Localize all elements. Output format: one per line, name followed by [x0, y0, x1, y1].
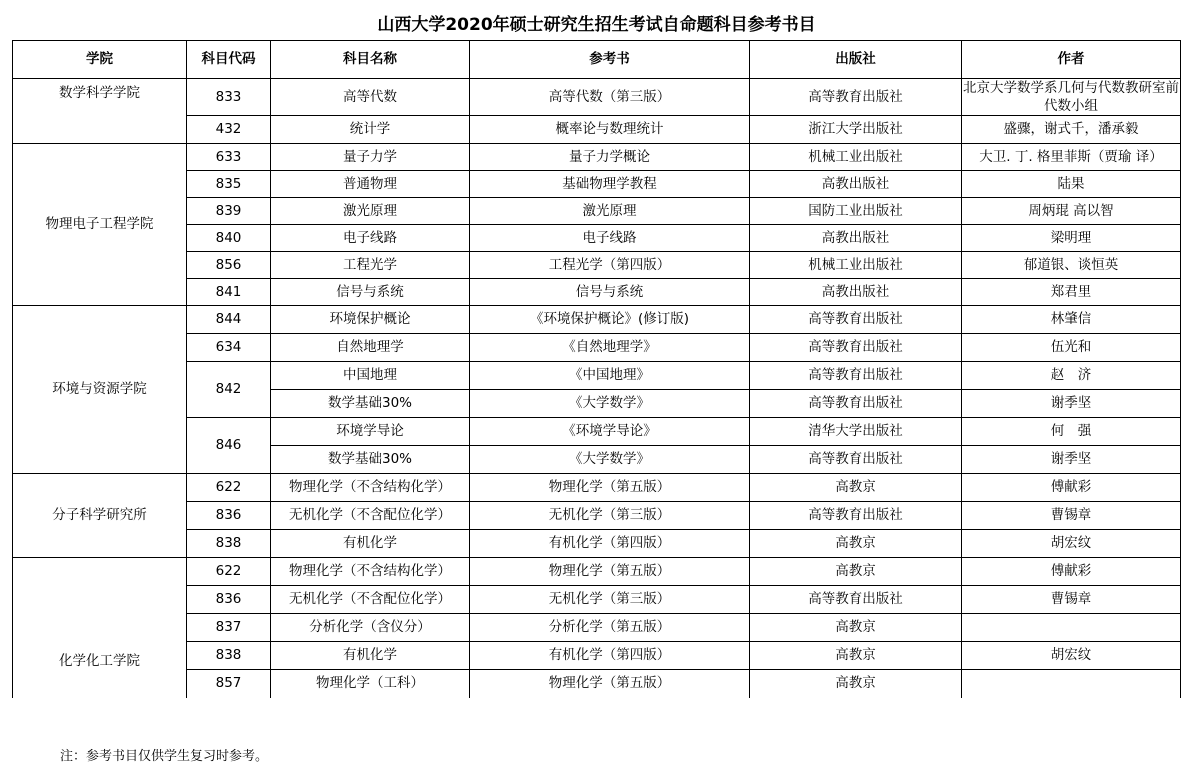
code-cell: 633 — [187, 144, 271, 171]
author-cell: 梁明理 — [962, 225, 1181, 252]
code-cell: 836 — [187, 502, 271, 530]
subject-cell: 工程光学 — [271, 252, 470, 279]
table-row — [13, 144, 1181, 171]
author-cell — [962, 614, 1181, 642]
subject-cell: 环境学导论 — [271, 418, 470, 446]
subject-cell: 激光原理 — [271, 198, 470, 225]
publisher-cell: 高等教育出版社 — [750, 446, 962, 474]
code-cell: 856 — [187, 252, 271, 279]
code-cell: 842 — [187, 362, 271, 418]
publisher-cell: 高教出版社 — [750, 279, 962, 306]
college-cell: 物理电子工程学院 — [13, 144, 187, 306]
code-cell: 839 — [187, 198, 271, 225]
publisher-cell: 高等教育出版社 — [750, 79, 962, 116]
code-cell: 846 — [187, 418, 271, 474]
book-cell: 分析化学（第五版） — [470, 614, 750, 642]
author-cell: 曹锡章 — [962, 502, 1181, 530]
code-cell: 837 — [187, 614, 271, 642]
code-cell: 844 — [187, 306, 271, 334]
author-cell: 谢季坚 — [962, 390, 1181, 418]
code-cell: 622 — [187, 474, 271, 502]
table-row — [13, 614, 1181, 642]
author-cell: 周炳琨 高以智 — [962, 198, 1181, 225]
table-row — [13, 530, 1181, 558]
subject-cell: 物理化学（不含结构化学） — [271, 474, 470, 502]
header-college: 学院 — [13, 41, 187, 79]
book-cell: 有机化学（第四版） — [470, 530, 750, 558]
author-cell: 谢季坚 — [962, 446, 1181, 474]
table-row — [13, 306, 1181, 334]
book-cell: 工程光学（第四版） — [470, 252, 750, 279]
subject-cell: 自然地理学 — [271, 334, 470, 362]
book-cell: 有机化学（第四版） — [470, 642, 750, 670]
author-cell: 郑君里 — [962, 279, 1181, 306]
college-cell: 分子科学研究所 — [13, 474, 187, 558]
table-row — [13, 198, 1181, 225]
header-author: 作者 — [962, 41, 1181, 79]
subject-cell: 环境保护概论 — [271, 306, 470, 334]
publisher-cell: 高等教育出版社 — [750, 502, 962, 530]
table-row — [13, 279, 1181, 306]
publisher-cell: 高教京 — [750, 614, 962, 642]
publisher-cell: 国防工业出版社 — [750, 198, 962, 225]
author-cell: 伍光和 — [962, 334, 1181, 362]
subject-cell: 中国地理 — [271, 362, 470, 390]
table-row — [13, 362, 1181, 390]
publisher-cell: 机械工业出版社 — [750, 252, 962, 279]
code-cell: 838 — [187, 530, 271, 558]
subject-cell: 分析化学（含仪分） — [271, 614, 470, 642]
subject-cell: 物理化学（不含结构化学） — [271, 558, 470, 586]
table-row — [13, 474, 1181, 502]
college-cell: 数学科学学院 — [13, 79, 187, 144]
code-cell: 840 — [187, 225, 271, 252]
code-cell: 634 — [187, 334, 271, 362]
subject-cell: 无机化学（不含配位化学） — [271, 586, 470, 614]
book-cell: 信号与系统 — [470, 279, 750, 306]
publisher-cell: 高等教育出版社 — [750, 390, 962, 418]
publisher-cell: 高教京 — [750, 642, 962, 670]
subject-cell: 量子力学 — [271, 144, 470, 171]
table-row — [13, 171, 1181, 198]
publisher-cell: 高等教育出版社 — [750, 362, 962, 390]
author-cell: 陆果 — [962, 171, 1181, 198]
table-row — [13, 670, 1181, 698]
table-row — [13, 586, 1181, 614]
subject-cell: 电子线路 — [271, 225, 470, 252]
subject-cell: 物理化学（工科） — [271, 670, 470, 698]
code-cell: 857 — [187, 670, 271, 698]
author-cell: 大卫. 丁. 格里菲斯（贾瑜 译） — [962, 144, 1181, 171]
subject-cell: 统计学 — [271, 116, 470, 144]
book-cell: 物理化学（第五版） — [470, 670, 750, 698]
table-row — [13, 116, 1181, 144]
footnote: 注：参考书目仅供学生复习时参考。 — [60, 749, 269, 764]
author-cell: 赵 济 — [962, 362, 1181, 390]
book-cell: 电子线路 — [470, 225, 750, 252]
author-cell: 林肇信 — [962, 306, 1181, 334]
table-row — [13, 642, 1181, 670]
publisher-cell: 高教出版社 — [750, 171, 962, 198]
author-cell: 曹锡章 — [962, 586, 1181, 614]
table-row — [13, 79, 1181, 116]
code-cell: 836 — [187, 586, 271, 614]
subject-cell: 无机化学（不含配位化学） — [271, 502, 470, 530]
book-cell: 量子力学概论 — [470, 144, 750, 171]
book-cell: 《中国地理》 — [470, 362, 750, 390]
subject-cell: 有机化学 — [271, 530, 470, 558]
book-cell: 概率论与数理统计 — [470, 116, 750, 144]
header-row — [13, 41, 1181, 79]
header-subject: 科目名称 — [271, 41, 470, 79]
book-cell: 基础物理学教程 — [470, 171, 750, 198]
publisher-cell: 高等教育出版社 — [750, 306, 962, 334]
author-cell: 北京大学数学系几何与代数教研室前代数小组 — [963, 80, 1179, 114]
table-row — [13, 418, 1181, 446]
code-cell: 838 — [187, 642, 271, 670]
subject-cell: 数学基础30% — [271, 446, 470, 474]
publisher-cell: 清华大学出版社 — [750, 418, 962, 446]
book-cell: 物理化学（第五版） — [470, 474, 750, 502]
author-cell: 胡宏纹 — [962, 530, 1181, 558]
book-cell: 无机化学（第三版） — [470, 502, 750, 530]
publisher-cell: 高教出版社 — [750, 225, 962, 252]
book-cell: 无机化学（第三版） — [470, 586, 750, 614]
table-row — [13, 558, 1181, 586]
book-cell: 《自然地理学》 — [470, 334, 750, 362]
book-cell: 《大学数学》 — [470, 390, 750, 418]
book-cell: 《环境学导论》 — [470, 418, 750, 446]
header-code: 科目代码 — [187, 41, 271, 79]
book-cell: 高等代数（第三版） — [470, 79, 750, 116]
reference-book-table — [12, 40, 1181, 698]
subject-cell: 信号与系统 — [271, 279, 470, 306]
table-row — [13, 502, 1181, 530]
header-book: 参考书 — [470, 41, 750, 79]
author-cell: 何 强 — [962, 418, 1181, 446]
author-cell — [962, 670, 1181, 698]
author-cell: 傅献彩 — [962, 558, 1181, 586]
book-cell: 物理化学（第五版） — [470, 558, 750, 586]
table-row — [13, 225, 1181, 252]
author-cell: 盛骤，谢式千，潘承毅 — [962, 116, 1181, 144]
publisher-cell: 高教京 — [750, 474, 962, 502]
subject-cell: 有机化学 — [271, 642, 470, 670]
college-cell: 环境与资源学院 — [13, 306, 187, 474]
publisher-cell: 浙江大学出版社 — [750, 116, 962, 144]
header-publisher: 出版社 — [750, 41, 962, 79]
subject-cell: 高等代数 — [271, 79, 470, 116]
code-cell: 835 — [187, 171, 271, 198]
publisher-cell: 高教京 — [750, 670, 962, 698]
subject-cell: 数学基础30% — [271, 390, 470, 418]
code-cell: 833 — [187, 79, 271, 116]
table-row — [13, 252, 1181, 279]
subject-cell: 普通物理 — [271, 171, 470, 198]
college-cell: 化学化工学院 — [13, 558, 187, 698]
code-cell: 841 — [187, 279, 271, 306]
page-title: 山西大学2020年硕士研究生招生考试自命题科目参考书目 — [377, 15, 816, 35]
publisher-cell: 机械工业出版社 — [750, 144, 962, 171]
code-cell: 432 — [187, 116, 271, 144]
publisher-cell: 高教京 — [750, 530, 962, 558]
code-cell: 622 — [187, 558, 271, 586]
publisher-cell: 高等教育出版社 — [750, 334, 962, 362]
book-cell: 《环境保护概论》(修订版) — [470, 306, 750, 334]
publisher-cell: 高教京 — [750, 558, 962, 586]
author-cell: 傅献彩 — [962, 474, 1181, 502]
book-cell: 《大学数学》 — [470, 446, 750, 474]
table-row — [13, 334, 1181, 362]
book-cell: 激光原理 — [470, 198, 750, 225]
publisher-cell: 高等教育出版社 — [750, 586, 962, 614]
author-cell: 郁道银、谈恒英 — [962, 252, 1181, 279]
author-cell: 胡宏纹 — [962, 642, 1181, 670]
